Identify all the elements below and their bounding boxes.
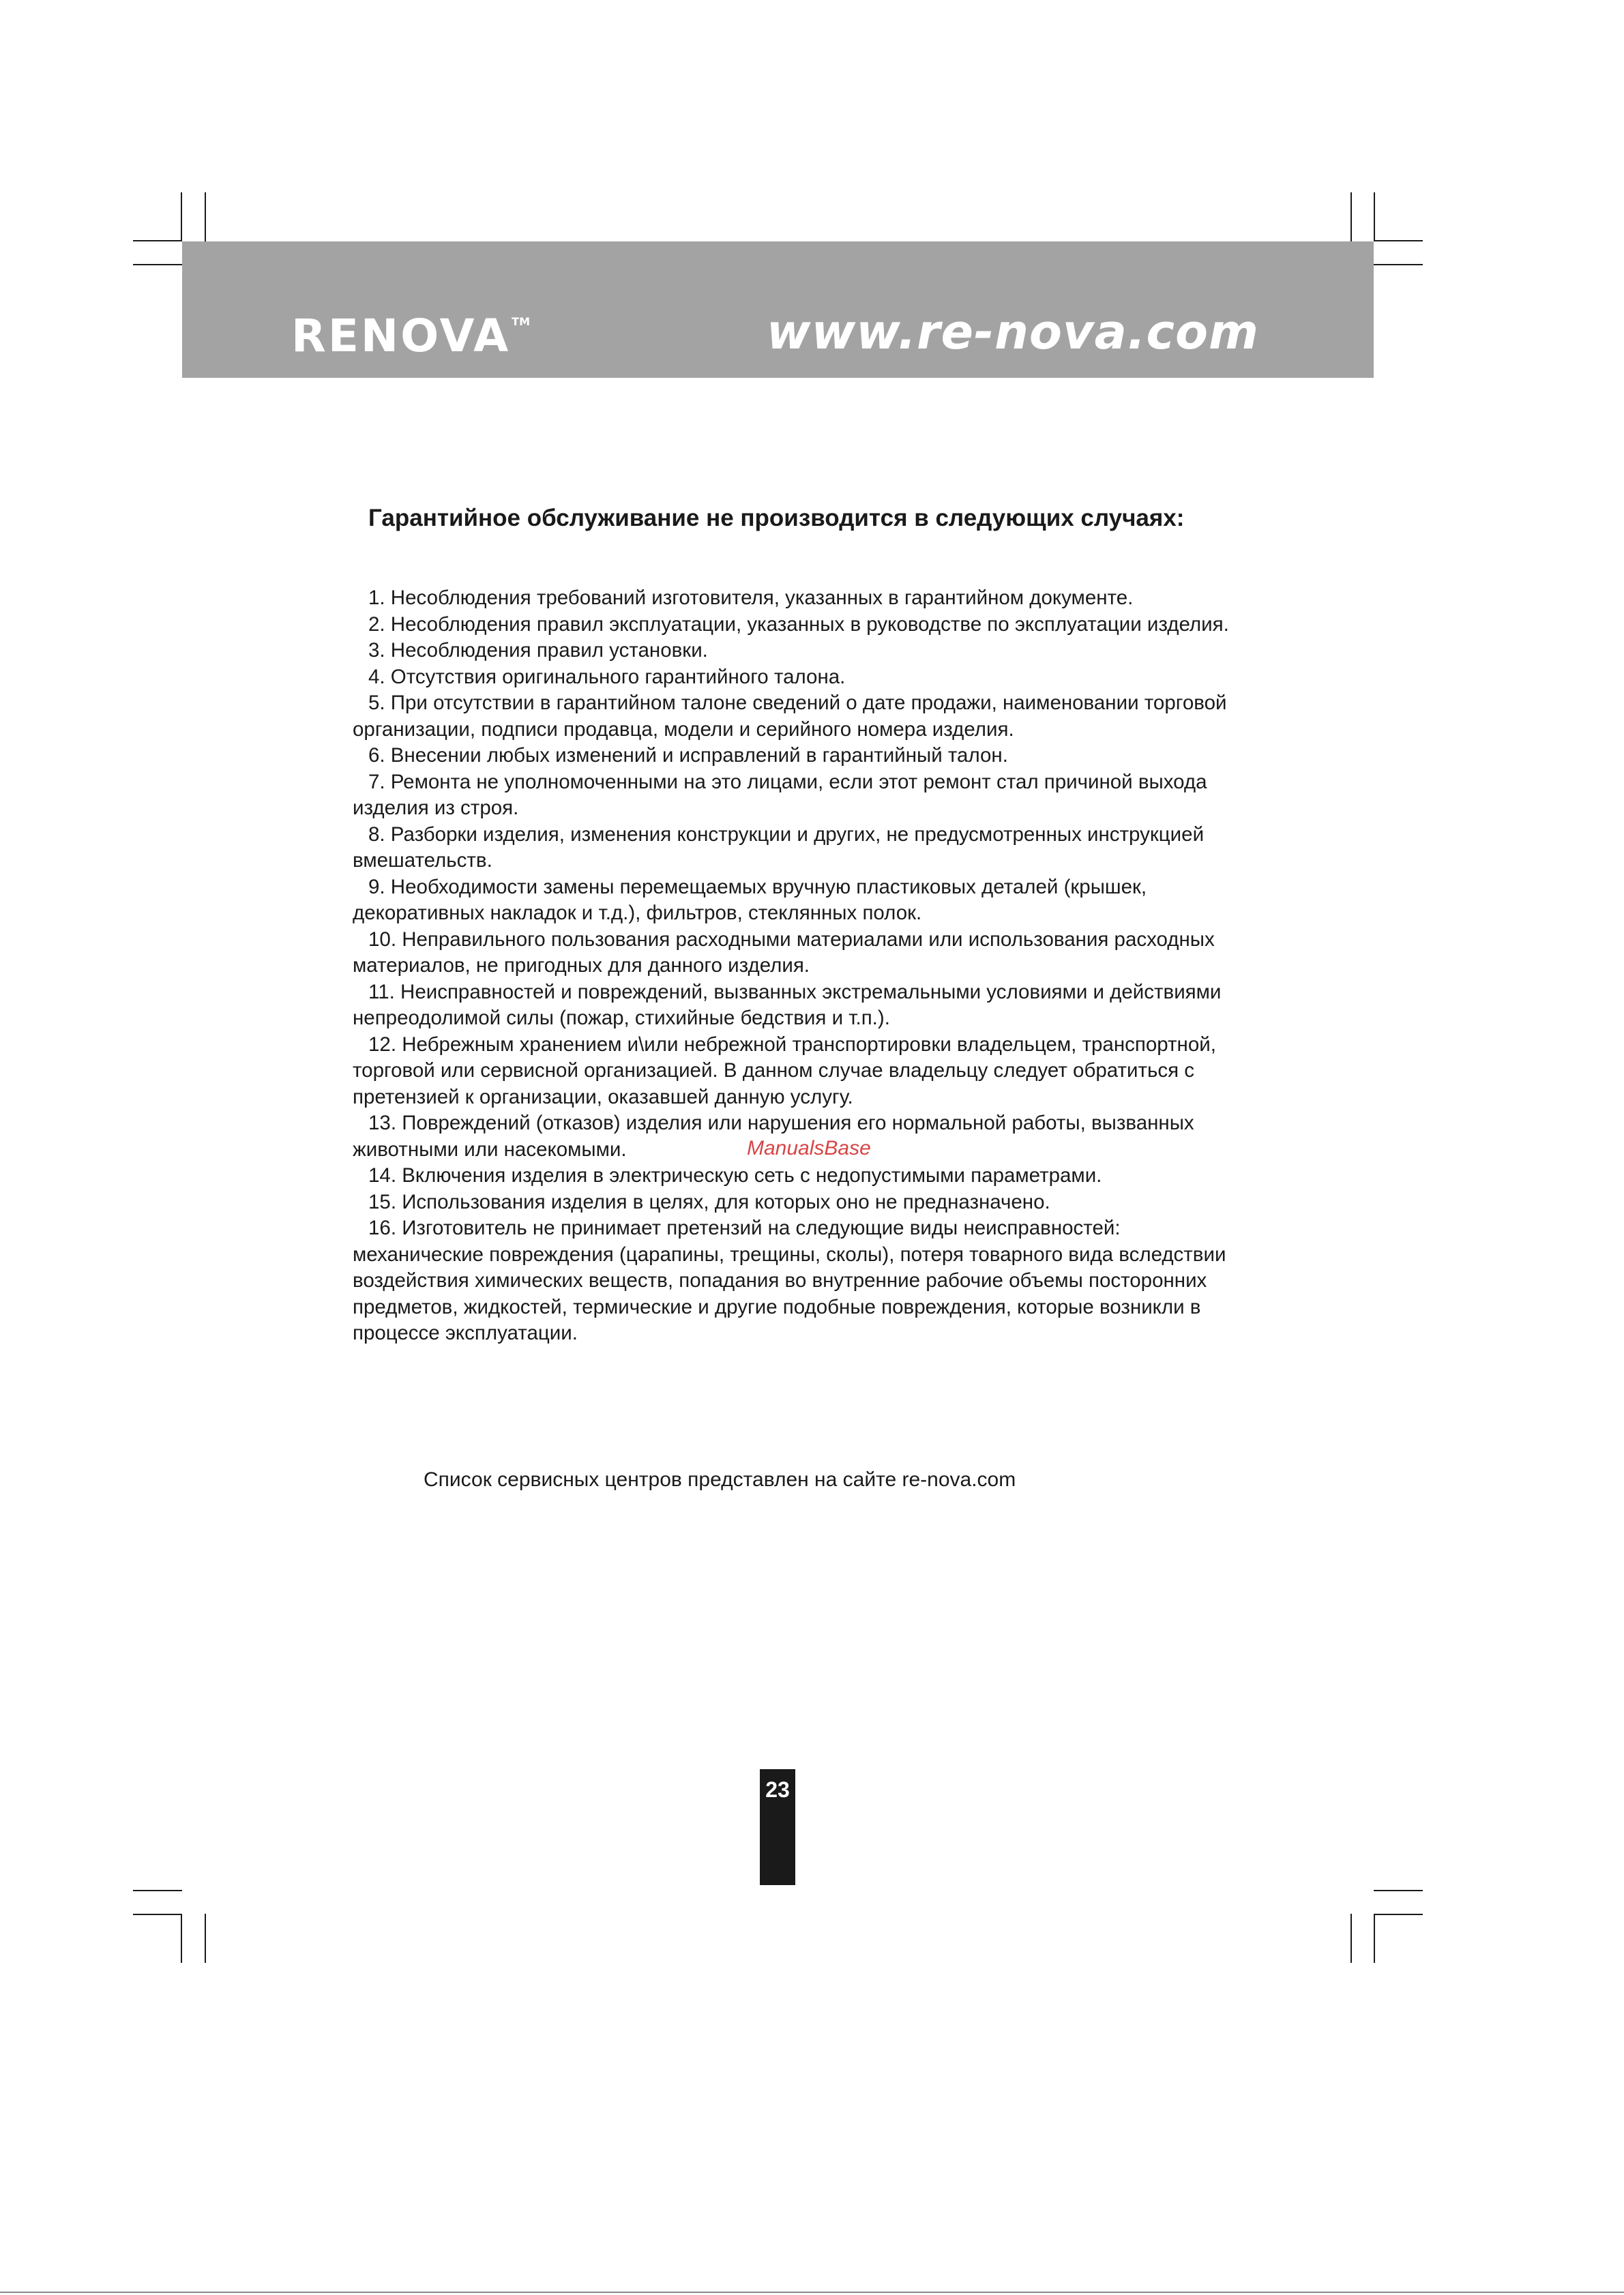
page-title: Гарантийное обслуживание не производится в следующих случаях: bbox=[368, 505, 1185, 531]
list-item: 12. Небрежным хранением и\или небрежной транспортировки владельцем, транспортной, торговой или сервисной организацией. В данном случае владельцу следует обратиться с претензией к организации, оказавшей данную услугу. bbox=[353, 1033, 1216, 1108]
crop-mark bbox=[205, 192, 206, 241]
crop-mark bbox=[1374, 240, 1423, 241]
list-item: 10. Неправильного пользования расходными материалами или использования расходных материалов, не пригодных для данного изделия. bbox=[353, 928, 1215, 977]
brand-logo bbox=[291, 310, 530, 362]
crop-mark bbox=[133, 240, 182, 241]
list-item: 4. Отсутствия оригинального гарантийного талона. bbox=[368, 665, 846, 688]
crop-mark bbox=[205, 1914, 206, 1963]
site-url: www.re-nova.com bbox=[766, 304, 1259, 360]
crop-mark bbox=[1350, 1914, 1352, 1963]
crop-mark bbox=[1374, 1914, 1375, 1963]
list-item: 5. При отсутствии в гарантийном талоне сведений о дате продажи, наименовании торговой организации, подписи продавца, модели и серийного номера изделия. bbox=[353, 692, 1227, 741]
crop-mark bbox=[133, 1914, 182, 1915]
list-item: 2. Несоблюдения правил эксплуатации, указанных в руководстве по эксплуатации изделия. bbox=[368, 612, 1229, 636]
list-item: 11. Неисправностей и повреждений, вызванных экстремальными условиями и действиями непреодолимой силы (пожар, стихийные бедствия и т.п.). bbox=[353, 980, 1222, 1029]
bottom-rule bbox=[0, 2292, 1624, 2293]
list-item: 8. Разборки изделия, изменения конструкции и других, не предусмотренных инструкцией вмешательств. bbox=[353, 823, 1205, 872]
crop-mark bbox=[133, 1890, 182, 1891]
conditions-list bbox=[353, 585, 1253, 1347]
crop-mark bbox=[133, 264, 182, 265]
watermark: ManualsBase bbox=[747, 1137, 871, 1159]
crop-mark bbox=[1374, 192, 1375, 241]
crop-mark bbox=[1374, 264, 1423, 265]
list-item: 16. Изготовитель не принимает претензий на следующие виды неисправностей: механические повреждения (царапины, трещины, сколы), потеря товарного вида вследствии воздействия химических веществ, попадания во внутренние рабочие объемы посторонних предметов, жидкостей, термические и другие подобные повреждения, которые возникли в процессе эксплуатации. bbox=[353, 1217, 1226, 1344]
crop-mark bbox=[181, 1914, 182, 1963]
brand-name: RENOVA bbox=[291, 310, 511, 362]
crop-mark bbox=[181, 192, 182, 241]
list-item: 14. Включения изделия в электрическую сеть с недопустимыми параметрами. bbox=[368, 1164, 1102, 1187]
list-item: 7. Ремонта не уполномоченными на это лицами, если этот ремонт стал причиной выхода изделия из строя. bbox=[353, 770, 1207, 819]
page-number: 23 bbox=[765, 1777, 790, 1802]
trademark-mark: TM bbox=[512, 315, 530, 328]
crop-mark bbox=[1374, 1914, 1423, 1915]
list-item: 13. Повреждений (отказов) изделия или нарушения его нормальной работы, вызванных животными или насекомыми. bbox=[353, 1112, 1194, 1161]
list-item: 6. Внесении любых изменений и исправлений в гарантийный талон. bbox=[368, 744, 1008, 767]
crop-mark bbox=[1350, 192, 1352, 241]
service-centers-note: Список сервисных центров представлен на сайте re-nova.com bbox=[424, 1468, 1016, 1491]
header-band bbox=[182, 241, 1374, 378]
page-number-tab bbox=[760, 1769, 795, 1885]
list-item: 9. Необходимости замены перемещаемых вручную пластиковых деталей (крышек, декоративных накладок и т.д.), фильтров, стеклянных полок. bbox=[353, 875, 1147, 924]
list-item: 3. Несоблюдения правил установки. bbox=[368, 639, 708, 662]
list-item: 1. Несоблюдения требований изготовителя, указанных в гарантийном документе. bbox=[368, 587, 1134, 609]
crop-mark bbox=[1374, 1890, 1423, 1891]
list-item: 15. Использования изделия в целях, для которых оно не предназначено. bbox=[368, 1190, 1050, 1213]
